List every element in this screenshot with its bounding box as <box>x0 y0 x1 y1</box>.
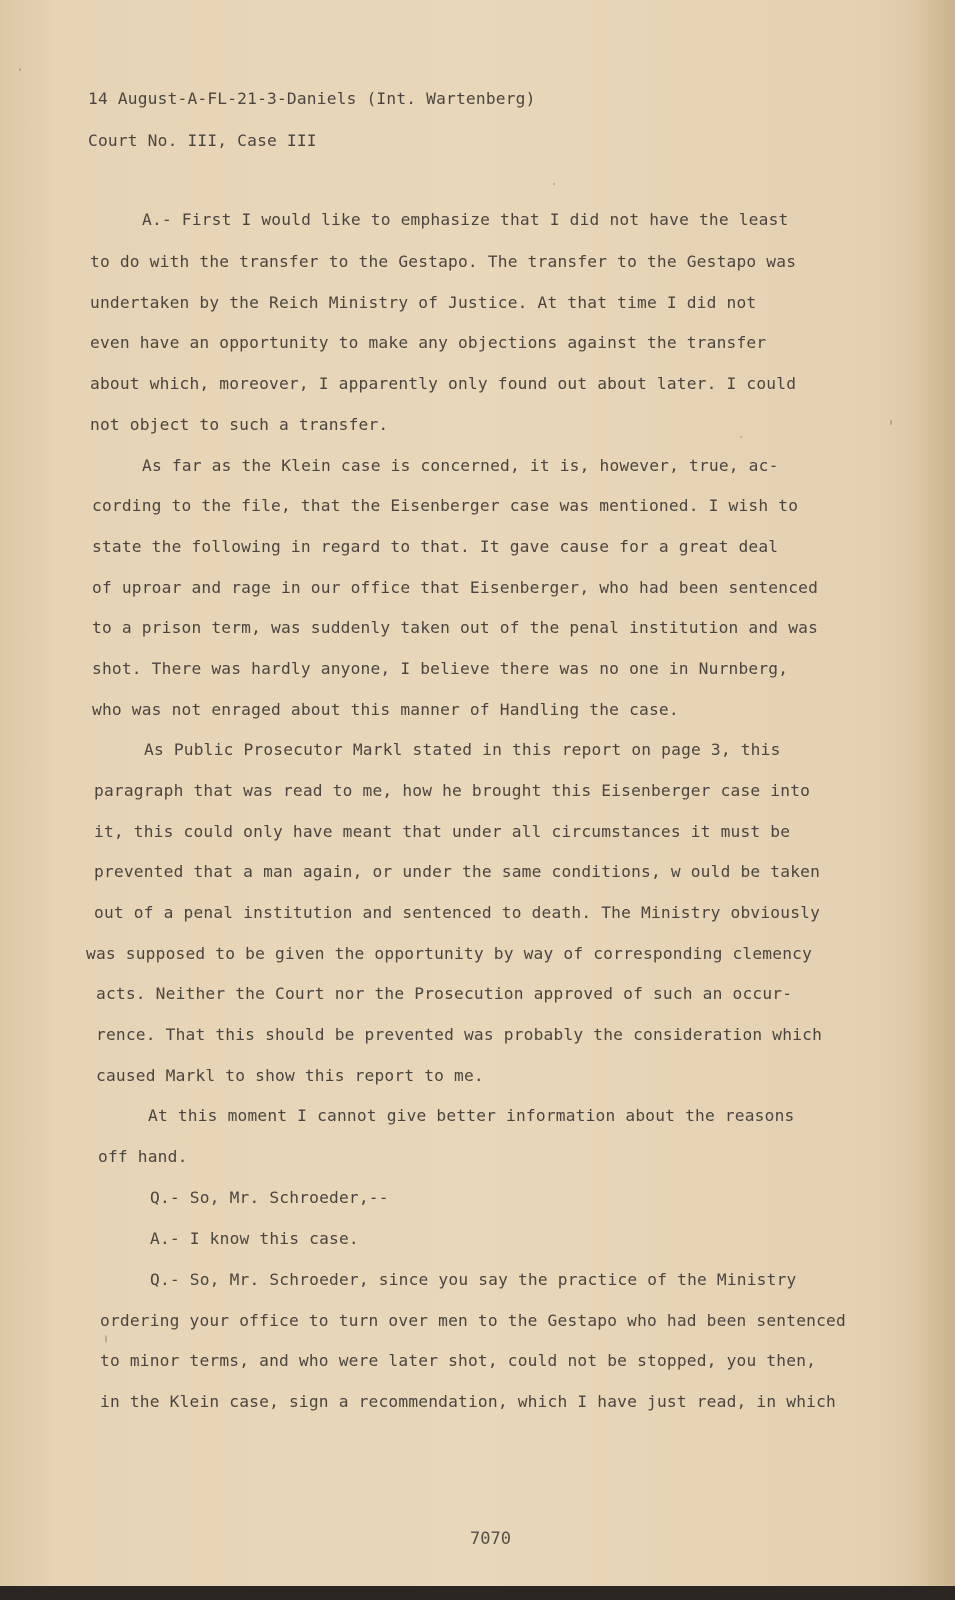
body-line-25: Q.- So, Mr. Schroeder,-- <box>150 1188 389 1207</box>
body-line-24: off hand. <box>98 1147 188 1166</box>
paper-speck <box>19 68 21 71</box>
body-line-30: in the Klein case, sign a recommendation, which I have just read, in which <box>100 1392 836 1411</box>
body-line-12: shot. There was hardly anyone, I believe there was no one in Nurnberg, <box>92 659 789 678</box>
body-line-10: of uproar and rage in our office that Eisenberger, who had been sentenced <box>92 578 819 597</box>
body-line-27: Q.- So, Mr. Schroeder, since you say the practice of the Ministry <box>150 1270 797 1289</box>
paper-speck <box>105 1335 107 1343</box>
body-line-11: to a prison term, was suddenly taken out of the penal institution and was <box>92 618 819 637</box>
body-line-26: A.- I know this case. <box>150 1229 359 1248</box>
body-line-7: As far as the Klein case is concerned, it is, however, true, ac- <box>142 456 779 475</box>
scan-border <box>0 1586 955 1600</box>
body-line-14: As Public Prosecutor Markl stated in this report on page 3, this <box>144 740 781 759</box>
body-line-16: it, this could only have meant that under all circumstances it must be <box>94 822 791 841</box>
body-line-3: undertaken by the Reich Ministry of Justice. At that time I did not <box>90 293 757 312</box>
header-line-2: Court No. III, Case III <box>88 131 317 150</box>
body-line-4: even have an opportunity to make any objections against the transfer <box>90 333 767 352</box>
body-line-18: out of a penal institution and sentenced to death. The Ministry obviously <box>94 903 821 922</box>
body-line-19: was supposed to be given the opportunity by way of corresponding clemency <box>86 944 813 963</box>
body-line-5: about which, moreover, I apparently only found out about later. I could <box>90 374 797 393</box>
paper-speck <box>740 436 742 438</box>
body-line-8: cording to the file, that the Eisenberger case was mentioned. I wish to <box>92 496 799 515</box>
body-line-13: who was not enraged about this manner of Handling the case. <box>92 700 679 719</box>
body-line-17: prevented that a man again, or under the same conditions, w ould be taken <box>94 862 821 881</box>
body-line-22: caused Markl to show this report to me. <box>96 1066 484 1085</box>
header-line-1: 14 August-A-FL-21-3-Daniels (Int. Wartenberg) <box>88 89 536 108</box>
body-line-23: At this moment I cannot give better information about the reasons <box>148 1106 795 1125</box>
paper-speck <box>553 183 555 185</box>
paper-speck <box>890 420 892 425</box>
body-line-20: acts. Neither the Court nor the Prosecution approved of such an occur- <box>96 984 793 1003</box>
body-line-29: to minor terms, and who were later shot, could not be stopped, you then, <box>100 1351 817 1370</box>
body-line-2: to do with the transfer to the Gestapo. The transfer to the Gestapo was <box>90 252 797 271</box>
body-line-6: not object to such a transfer. <box>90 415 389 434</box>
page-number: 7070 <box>470 1529 511 1549</box>
body-line-15: paragraph that was read to me, how he brought this Eisenberger case into <box>94 781 811 800</box>
body-line-9: state the following in regard to that. It gave cause for a great deal <box>92 537 779 556</box>
body-line-21: rence. That this should be prevented was probably the consideration which <box>96 1025 823 1044</box>
body-line-28: ordering your office to turn over men to the Gestapo who had been sentenced <box>100 1311 846 1330</box>
body-line-1: A.- First I would like to emphasize that I did not have the least <box>142 210 789 229</box>
page-edge-shadow <box>915 0 955 1600</box>
